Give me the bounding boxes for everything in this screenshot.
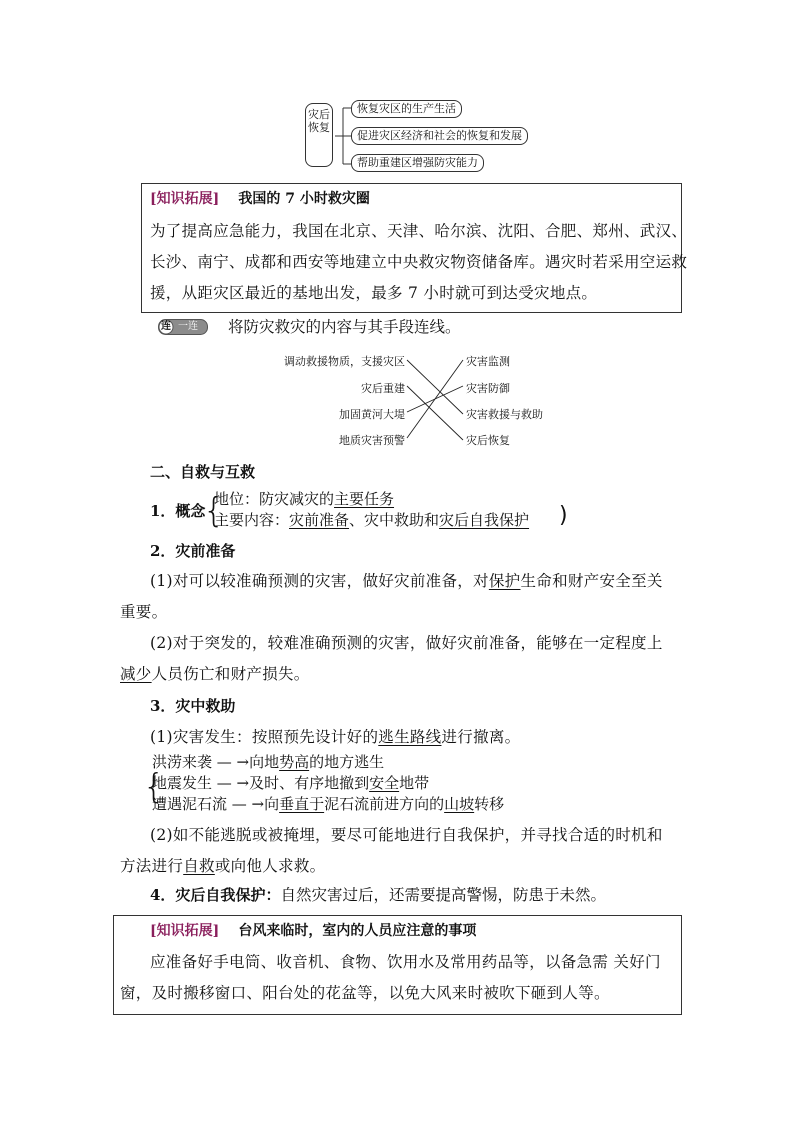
recovery-item: 促进灾区经济和社会的恢复和发展: [351, 127, 528, 145]
match-right-item: 灾害防御: [466, 382, 510, 395]
note-line: 为了提高应急能力，我国在北京、天津、哈尔滨、沈阳、合肥、郑州、武汉、: [150, 222, 688, 240]
answer-blank: 灾前准备: [289, 511, 350, 529]
note-tag: [知识拓展]: [150, 191, 220, 207]
answer-blank: 逃生路线: [378, 728, 442, 746]
note-line: 长沙、南宁、成都和西安等地建立中央救灾物资储备库。遇灾时若采用空运救: [150, 253, 688, 271]
prep-paragraph-2-cont: 减少人员伤亡和财产损失。: [120, 665, 310, 683]
prep-paragraph-2: (2)对于突发的，较难准确预测的灾害，做好灾前准备，能够在一定程度上: [150, 634, 663, 652]
recovery-item: 恢复灾区的生产生活: [351, 100, 462, 118]
answer-blank: 保护: [488, 572, 521, 590]
recovery-label-box: [305, 103, 333, 167]
answer-blank: 势高: [279, 753, 310, 771]
prep-label: 2．灾前准备: [150, 542, 236, 560]
note-2-line-1: 应准备好手电筒、收音机、食物、饮用水及常用药品等，以备急需 关好门: [150, 953, 661, 971]
concept-paren-right: ): [559, 503, 568, 528]
match-lines: [405, 352, 467, 452]
note-title: 台风来临时，室内的人员应注意的事项: [238, 923, 477, 939]
note-title: 我国的 7 小时救灾圈: [238, 191, 370, 207]
rescue-mudslide: 遭遇泥石流 — →向垂直于泥石流前进方向的山坡转移: [152, 795, 505, 813]
note-line: 援，从距灾区最近的基地出发，最多 7 小时就可到达受灾地点。: [150, 284, 598, 302]
answer-blank: 灾后自我保护: [439, 511, 530, 529]
answer-blank: 主要任务: [334, 490, 395, 508]
section-heading: 二、自救与互救: [150, 463, 256, 481]
match-left-item: 调动救援物质，支援灾区: [284, 355, 405, 368]
note-2-line-2: 窗，及时搬移窗口、阳台处的花盆等，以免大风来时被吹下砸到人等。: [120, 984, 610, 1002]
match-left-item: 加固黄河大堤: [339, 408, 405, 421]
answer-blank: 安全: [369, 774, 400, 792]
answer-blank: 自救: [183, 857, 215, 875]
link-badge-text: 一连: [178, 321, 198, 332]
recovery-item: 帮助重建区增强防灾能力: [351, 154, 484, 172]
answer-blank: 山坡: [444, 795, 475, 813]
recovery-label: 灾后恢复: [308, 108, 330, 134]
answer-blank: 减少: [120, 665, 152, 683]
post-disaster-line: 4．灾后自我保护：自然灾害过后，还需要提高警惕，防患于未然。: [150, 886, 606, 904]
match-left-item: 地质灾害预警: [339, 434, 405, 447]
rescue-brace-left: {: [143, 767, 165, 807]
note-tag: [知识拓展]: [150, 923, 220, 939]
concept-main: 主要内容：灾前准备、灾中救助和灾后自我保护: [214, 511, 530, 529]
rescue-paragraph-2-cont: 方法进行自救或向他人求救。: [120, 857, 326, 875]
match-right-item: 灾后恢复: [466, 434, 510, 447]
rescue-paragraph-1: (1)灾害发生：按照预先设计好的逃生路线进行撤离。: [150, 728, 521, 746]
answer-blank: 垂直于: [279, 795, 325, 813]
connect-instruction: 将防灾救灾的内容与其手段连线。: [228, 318, 461, 336]
concept-position: 地位：防灾减灾的主要任务: [214, 490, 395, 508]
link-badge-char: 连: [161, 321, 171, 332]
prep-paragraph-1-cont: 重要。: [120, 603, 168, 621]
rescue-flood: 洪涝来袭 — →向地势高的地方逃生: [152, 753, 385, 771]
post-label: 4．灾后自我保护：: [150, 886, 281, 904]
concept-label: 1．概念: [150, 502, 206, 520]
match-right-item: 灾害救援与救助: [466, 408, 543, 421]
rescue-quake: 地震发生 — →及时、有序地撤到安全地带: [152, 774, 430, 792]
note-body: [150, 216, 687, 309]
rescue-paragraph-2: (2)如不能逃脱或被掩埋，要尽可能地进行自我保护，并寻找合适的时机和: [150, 826, 663, 844]
match-right-item: 灾害监测: [466, 355, 510, 368]
concept-brace-left: {: [203, 491, 225, 531]
rescue-label: 3．灾中救助: [150, 697, 236, 715]
match-left-item: 灾后重建: [361, 382, 405, 395]
prep-paragraph-1: (1)对可以较准确预测的灾害，做好灾前准备，对保护生命和财产安全至关: [150, 572, 663, 590]
recovery-bracket: [333, 104, 353, 168]
